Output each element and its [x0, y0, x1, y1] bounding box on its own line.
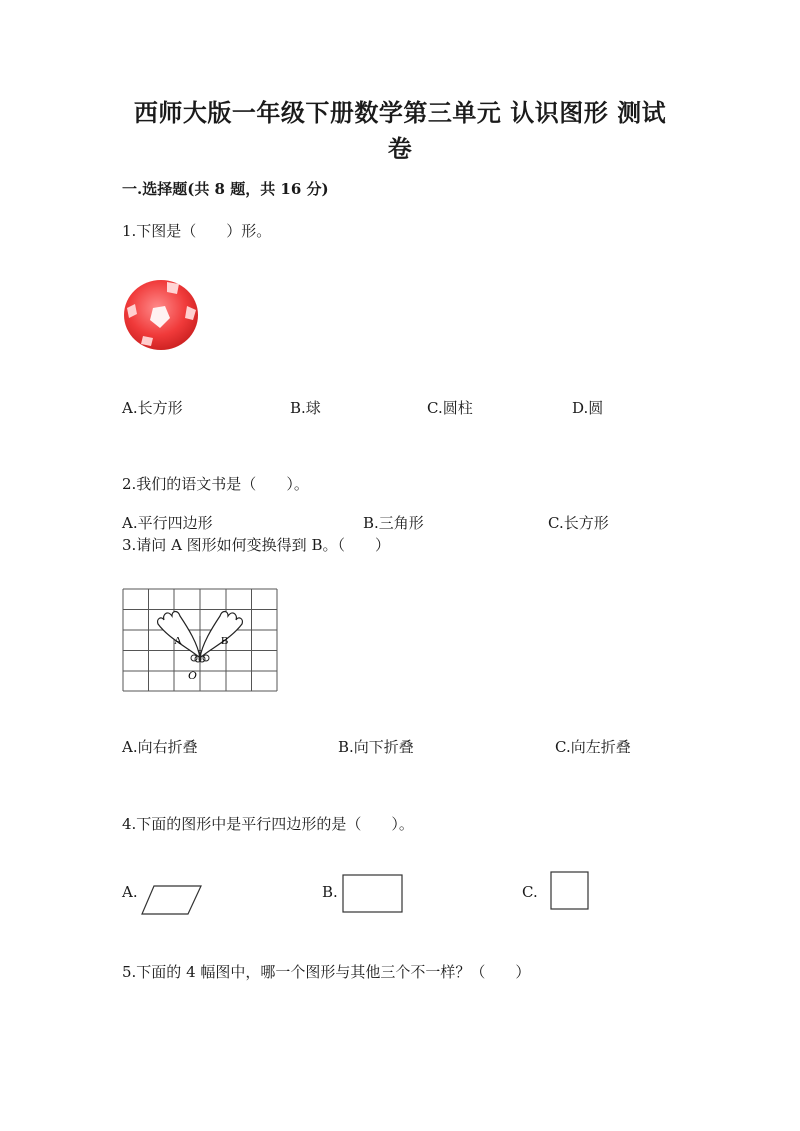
label-origin: O: [188, 668, 197, 682]
square-icon: [550, 871, 590, 911]
q1-option-a: A.长方形: [122, 399, 183, 417]
q1-option-b: B.球: [290, 399, 321, 417]
ball-image: [123, 278, 199, 352]
label-a: A: [174, 635, 182, 647]
q3-option-c: C.向左折叠: [555, 738, 631, 756]
grid-diagram: [122, 588, 278, 692]
question-3: 3.请问 A 图形如何变换得到 B。（ ）: [122, 536, 390, 554]
parallelogram-icon: [140, 884, 204, 916]
parallelogram-figure: [140, 884, 204, 916]
question-2: 2.我们的语文书是（ ）。: [122, 475, 309, 493]
square-figure: [550, 871, 590, 911]
question-1: 1.下图是（ ）形。: [122, 222, 272, 240]
ball-icon: [123, 278, 199, 352]
q3-option-b: B.向下折叠: [338, 738, 414, 756]
rectangle-figure: [342, 874, 404, 914]
q4-option-c: C.: [522, 883, 538, 901]
fold-grid-figure: [122, 588, 278, 692]
q2-option-a: A.平行四边形: [122, 514, 213, 532]
q2-option-b: B.三角形: [363, 514, 424, 532]
q4-option-b: B.: [322, 883, 338, 901]
q1-option-c: C.圆柱: [427, 399, 473, 417]
title-line-1: 西师大版一年级下册数学第三单元 认识图形 测试: [133, 98, 667, 127]
page-title: [120, 95, 680, 167]
q1-option-d: D.圆: [572, 399, 604, 417]
q3-option-a: A.向右折叠: [122, 738, 198, 756]
label-b: B: [221, 635, 229, 647]
q2-option-c: C.长方形: [548, 514, 609, 532]
rectangle-icon: [342, 874, 404, 914]
section-heading: 一.选择题(共 8 题，共 16 分): [122, 180, 329, 198]
q4-option-a: A.: [122, 883, 138, 901]
title-line-2: 卷: [387, 134, 413, 163]
question-5: 5.下面的 4 幅图中，哪一个图形与其他三个不一样？（ ）: [122, 963, 531, 981]
question-4: 4.下面的图形中是平行四边形的是（ ）。: [122, 815, 414, 833]
